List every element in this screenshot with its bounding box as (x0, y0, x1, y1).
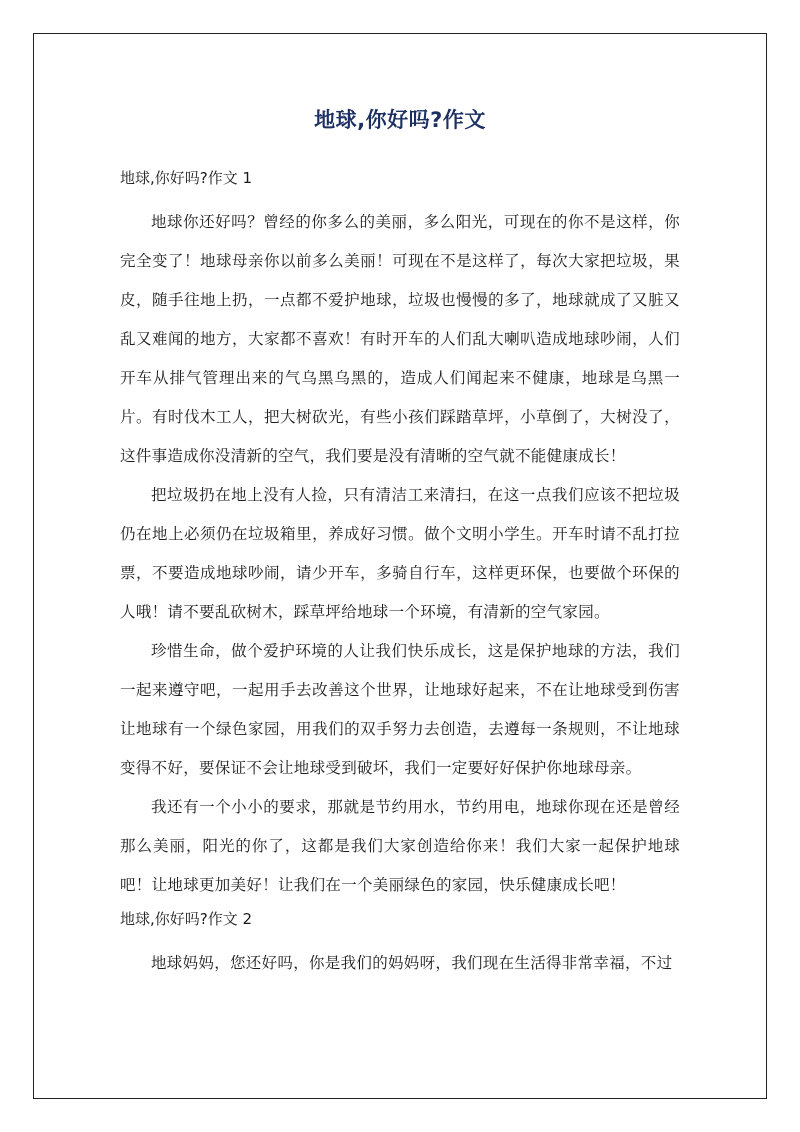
paragraph-4: 我还有一个小小的要求，那就是节约用水，节约用电，地球你现在还是曾经那么美丽，阳光的你了，这都是我们大家创造给你来！我们大家一起保护地球吧！让地球更加美好！让我们在一个美丽绿色的家园，快乐健康成长吧！ (120, 798, 680, 894)
paragraph-1: 地球你还好吗？曾经的你多么的美丽，多么阳光，可现在的你不是这样，你完全变了！地球母亲你以前多么美丽！可现在不是这样了，每次大家把垃圾，果皮，随手往地上扔，一点都不爱护地球，垃圾也慢慢的多了，地球就成了又脏又乱又难闻的地方，大家都不喜欢！有时开车的人们乱大喇叭造成地球吵闹，人们开车从排气管理出来的气乌黑乌黑的，造成人们闻起来不健康，地球是乌黑一片。有时伐木工人，把大树砍光，有些小孩们踩踏草坪，小草倒了，大树没了，这件事造成你没清新的空气，我们要是没有清晰的空气就不能健康成长！ (120, 213, 680, 465)
document-body (120, 168, 680, 983)
section-heading-2: 地球,你好吗?作文 2 (120, 910, 253, 928)
paragraph-2: 把垃圾扔在地上没有人捡，只有清洁工来清扫，在这一点我们应该不把垃圾仍在地上必须仍在垃圾箱里，养成好习惯。做个文明小学生。开车时请不乱打拉票，不要造成地球吵闹，请少开车，多骑自行车，这样更环保，也要做个环保的人哦！请不要乱砍树木，踩草坪给地球一个环境，有清新的空气家园。 (120, 486, 680, 621)
paragraph-5: 地球妈妈，您还好吗，你是我们的妈妈呀，我们现在生活得非常幸福，不过 (151, 954, 673, 972)
document-title: 地球,你好吗?作文 (314, 108, 486, 132)
section-heading-1: 地球,你好吗?作文 1 (120, 169, 253, 187)
paragraph-3: 珍惜生命，做个爱护环境的人让我们快乐成长，这是保护地球的方法，我们一起来遵守吧，一起用手去改善这个世界，让地球好起来，不在让地球受到伤害让地球有一个绿色家园，用我们的双手努力去创造，去遵每一条规则，不让地球变得不好，要保证不会让地球受到破坏，我们一定要好好保护你地球母亲。 (120, 642, 680, 777)
